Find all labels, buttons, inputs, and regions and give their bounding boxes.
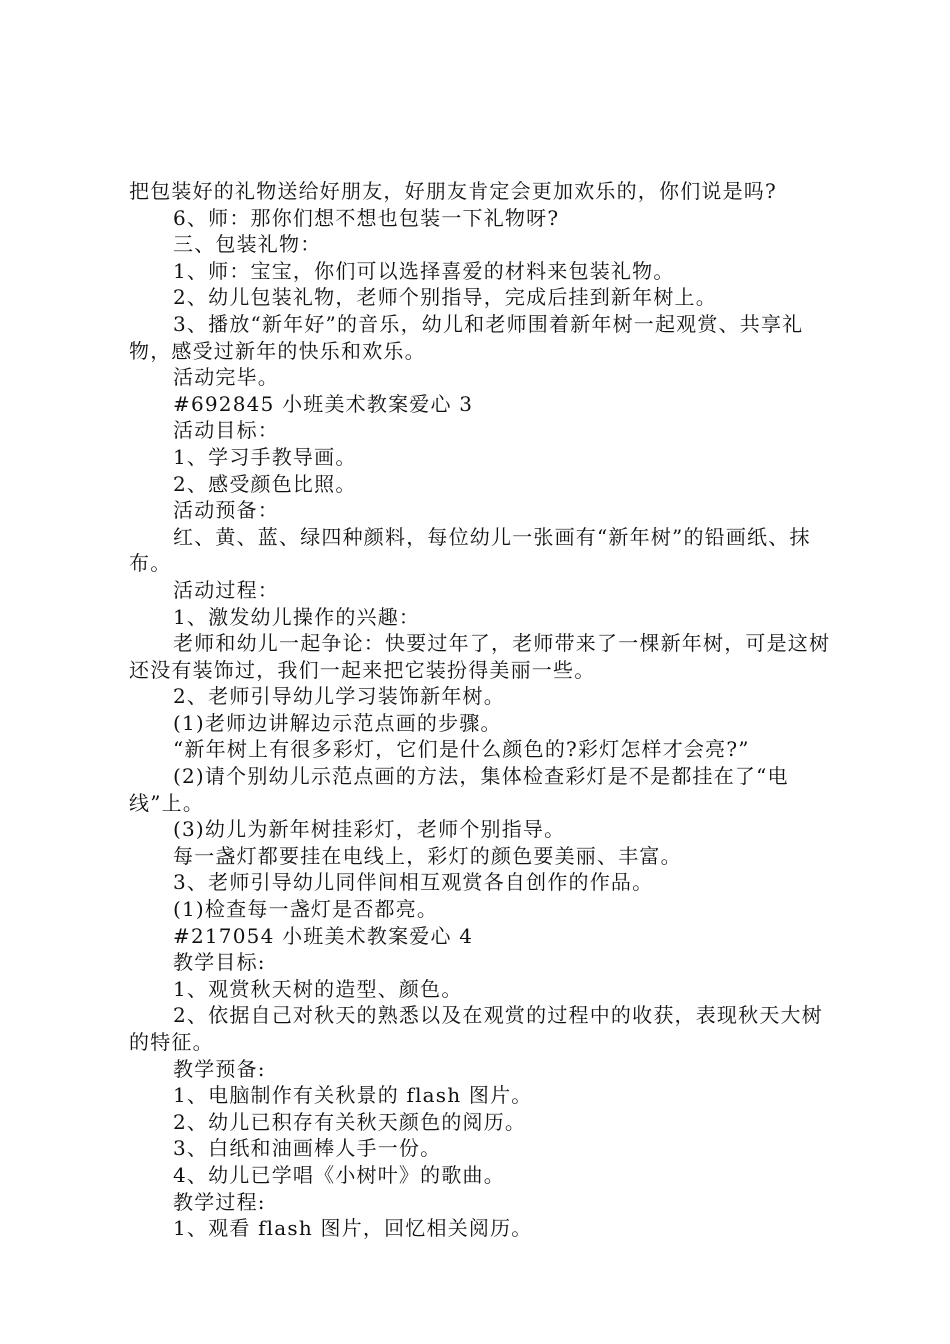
section-heading: 活动预备： (173, 498, 279, 523)
paragraph: 每一盏灯都要挂在电线上，彩灯的颜色要美丽、丰富。 (173, 843, 682, 868)
paragraph: 3、白纸和油画棒人手一份。 (173, 1136, 442, 1161)
paragraph: 活动完毕。 (173, 365, 279, 390)
paragraph: 1、激发幼儿操作的兴趣： (173, 604, 421, 629)
paragraph: 3、播放“新年好”的音乐，幼儿和老师围着新年树一起观赏、共享礼物，感受过新年的快乐和欢乐。 (129, 311, 804, 363)
document-body (129, 178, 841, 1242)
paragraph: 2、幼儿已积存有关秋天颜色的阅历。 (173, 1109, 527, 1134)
paragraph: 红、黄、蓝、绿四种颜料，每位幼儿一张画有“新年树”的铅画纸、抹布。 (129, 524, 811, 576)
paragraph: 4、幼儿已学唱《小树叶》的歌曲。 (173, 1162, 505, 1187)
section-heading: 活动过程： (173, 577, 279, 602)
paragraph: 把包装好的礼物送给好朋友，好朋友肯定会更加欢乐的，你们说是吗? (129, 179, 777, 203)
paragraph: (2)请个别幼儿示范点画的方法，集体检查彩灯是不是都挂在了“电线”上。 (129, 764, 789, 815)
paragraph: 2、老师引导幼儿学习装饰新年树。 (173, 684, 505, 709)
section-heading: 教学过程: (173, 1189, 266, 1214)
paragraph: 2、感受颜色比照。 (173, 471, 357, 496)
paragraph: (1)老师边讲解边示范点画的步骤。 (173, 710, 502, 735)
paragraph: (3)幼儿为新年树挂彩灯，老师个别指导。 (173, 817, 566, 842)
lesson-title: #217054 小班美术教案爱心 4 (173, 923, 474, 948)
paragraph: 3、老师引导幼儿同伴间相互观赏各自创作的作品。 (173, 870, 654, 895)
paragraph: 6、师：那你们想不想也包装一下礼物呀? (173, 205, 560, 230)
lesson-title: #692845 小班美术教案爱心 3 (173, 391, 474, 416)
paragraph: 1、师：宝宝，你们可以选择喜爱的材料来包装礼物。 (173, 258, 675, 283)
paragraph: 1、学习手教导画。 (173, 444, 357, 469)
paragraph: 1、电脑制作有关秋景的 flash 图片。 (173, 1083, 533, 1108)
paragraph: (1)检查每一盏灯是否都亮。 (173, 897, 439, 922)
section-heading: 三、包装礼物： (173, 232, 322, 257)
section-heading: 活动目标： (173, 418, 279, 443)
paragraph: 1、观看 flash 图片，回忆相关阅历。 (173, 1216, 533, 1241)
paragraph: 2、依据自己对秋天的熟悉以及在观赏的过程中的收获，表现秋天大树的特征。 (129, 1003, 823, 1054)
paragraph: 1、观赏秋天树的造型、颜色。 (173, 976, 463, 1001)
section-heading: 教学目标: (173, 950, 266, 975)
paragraph: “新年树上有很多彩灯，它们是什么颜色的?彩灯怎样才会亮?” (173, 737, 750, 762)
paragraph: 2、幼儿包装礼物，老师个别指导，完成后挂到新年树上。 (173, 285, 717, 310)
paragraph: 老师和幼儿一起争论：快要过年了，老师带来了一棵新年树，可是这树还没有装饰过，我们一起来把它装扮得美丽一些。 (129, 631, 831, 682)
section-heading: 教学预备: (173, 1056, 266, 1081)
